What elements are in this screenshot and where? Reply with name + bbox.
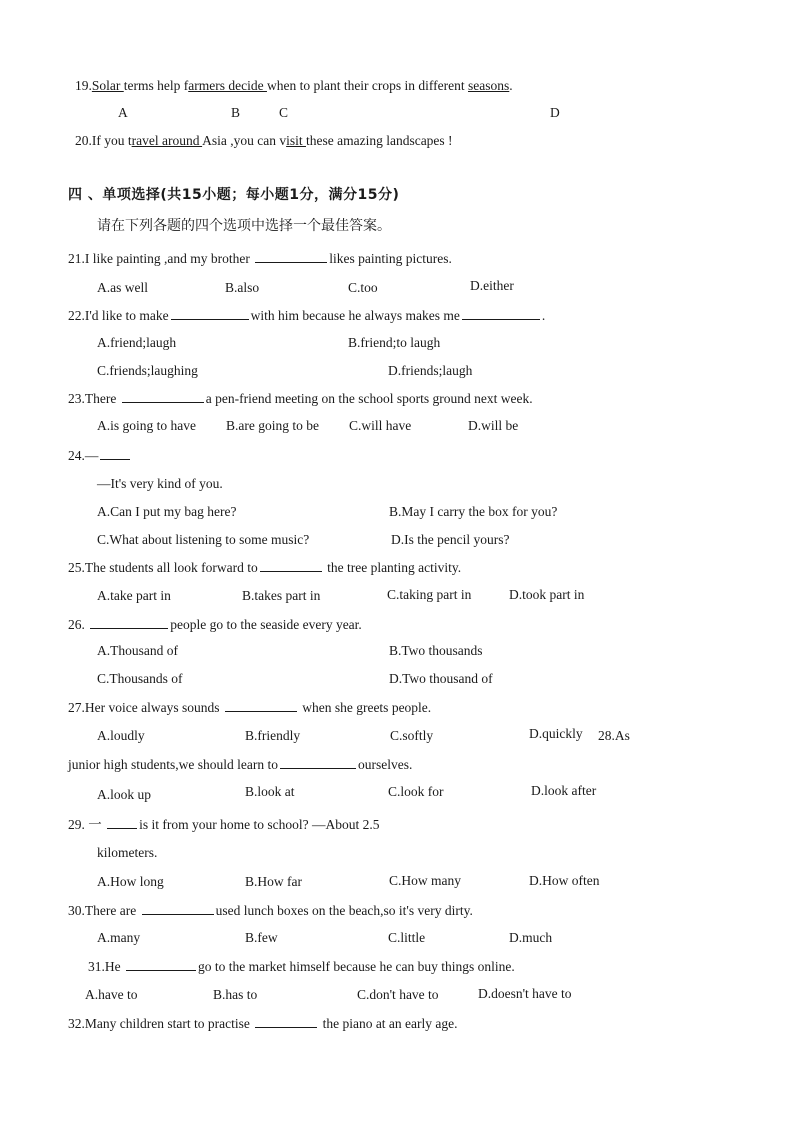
question-27: 27.Her voice always sounds when she greets people. bbox=[68, 700, 432, 715]
option-c: C.softly bbox=[390, 728, 434, 743]
dialogue-reply: —It's very kind of you. bbox=[97, 476, 223, 491]
question-28: junior high students,we should learn to ourselves. bbox=[68, 757, 413, 772]
underlined-solar: Solar bbox=[91, 78, 124, 93]
option-d: D.doesn't have to bbox=[478, 986, 572, 1001]
answer-blank bbox=[255, 1014, 317, 1028]
marker-a: A bbox=[118, 105, 128, 120]
question-28-number: 28.As bbox=[598, 728, 630, 743]
option-d: D.look after bbox=[531, 783, 597, 798]
answer-blank bbox=[462, 306, 540, 320]
option-d: D.quickly bbox=[529, 726, 583, 741]
option-c: C.look for bbox=[388, 784, 444, 799]
answer-blank bbox=[225, 698, 297, 712]
option-a: A.friend;laugh bbox=[97, 335, 177, 350]
option-c: C.What about listening to some music? bbox=[97, 532, 310, 547]
underlined-visit: isit bbox=[286, 133, 306, 148]
option-b: B.are going to be bbox=[226, 418, 319, 433]
option-d: D.much bbox=[509, 930, 553, 945]
question-24: 24.— bbox=[68, 446, 132, 465]
answer-blank bbox=[107, 815, 137, 829]
answer-blank bbox=[142, 901, 214, 915]
underlined-seasons: seasons bbox=[468, 78, 510, 93]
answer-blank bbox=[122, 389, 204, 403]
option-a: A.Thousand of bbox=[97, 643, 178, 658]
option-c: C.How many bbox=[389, 873, 461, 888]
option-c: C.too bbox=[348, 280, 378, 295]
answer-blank bbox=[255, 249, 327, 263]
answer-blank bbox=[126, 957, 196, 971]
option-a: A.take part in bbox=[97, 588, 171, 603]
marker-b: B bbox=[231, 105, 241, 120]
answer-blank bbox=[100, 446, 130, 460]
option-a: A.have to bbox=[85, 987, 138, 1002]
question-29-continued: kilometers. bbox=[97, 845, 158, 860]
option-b: B.friendly bbox=[245, 728, 301, 743]
question-22: 22.I'd like to make with him because he always makes me . bbox=[68, 308, 546, 323]
option-b: B.takes part in bbox=[242, 588, 321, 603]
question-31: 31.He go to the market himself because he can buy things online. bbox=[88, 959, 515, 974]
question-29: 29. 一 is it from your home to school? —About 2.5 bbox=[68, 817, 380, 832]
underlined-travel-around: ravel around bbox=[131, 133, 203, 148]
marker-c: C bbox=[279, 105, 289, 120]
option-a: A.How long bbox=[97, 874, 164, 889]
option-b: B.has to bbox=[213, 987, 258, 1002]
option-b: B.few bbox=[245, 930, 278, 945]
option-b: B.How far bbox=[245, 874, 302, 889]
question-25: 25.The students all look forward to the tree planting activity. bbox=[68, 560, 462, 575]
section-instruction: 请在下列各题的四个选项中选择一个最佳答案。 bbox=[97, 218, 391, 234]
section-heading: 四 、单项选择(共15小题；每小题1分，满分15分) bbox=[68, 187, 400, 203]
question-19: 19.Solar terms help farmers decide when to plant their crops in different seasons. bbox=[75, 78, 513, 93]
option-d: D.took part in bbox=[509, 587, 585, 602]
option-a: A.many bbox=[97, 930, 141, 945]
option-c: C.Thousands of bbox=[97, 671, 183, 686]
question-23: 23.There a pen-friend meeting on the school sports ground next week. bbox=[68, 391, 533, 406]
question-26: 26. people go to the seaside every year. bbox=[68, 617, 362, 632]
option-b: B.May I carry the box for you? bbox=[389, 504, 558, 519]
question-20: 20.If you travel around Asia ,you can visit these amazing landscapes ! bbox=[75, 133, 453, 148]
option-d: D.will be bbox=[468, 418, 519, 433]
option-b: B.look at bbox=[245, 784, 295, 799]
marker-d: D bbox=[550, 105, 560, 120]
option-a: A.is going to have bbox=[97, 418, 196, 433]
option-a: A.Can I put my bag here? bbox=[97, 504, 237, 519]
question-21: 21.I like painting ,and my brother likes painting pictures. bbox=[68, 251, 452, 266]
option-c: C.friends;laughing bbox=[97, 363, 198, 378]
option-b: B.also bbox=[225, 280, 260, 295]
option-b: B.friend;to laugh bbox=[348, 335, 441, 350]
answer-blank bbox=[260, 558, 322, 572]
option-c: C.little bbox=[388, 930, 426, 945]
option-d: D.friends;laugh bbox=[388, 363, 473, 378]
option-c: C.will have bbox=[349, 418, 412, 433]
answer-blank bbox=[280, 755, 356, 769]
option-a: A.loudly bbox=[97, 728, 145, 743]
option-d: D.Is the pencil yours? bbox=[391, 532, 510, 547]
option-c: C.taking part in bbox=[387, 587, 472, 602]
option-d: D.either bbox=[470, 278, 514, 293]
option-a: A.as well bbox=[97, 280, 148, 295]
option-d: D.How often bbox=[529, 873, 600, 888]
question-30: 30.There are used lunch boxes on the beach,so it's very dirty. bbox=[68, 903, 473, 918]
answer-blank bbox=[171, 306, 249, 320]
option-d: D.Two thousand of bbox=[389, 671, 493, 686]
option-b: B.Two thousands bbox=[389, 643, 483, 658]
answer-blank bbox=[90, 615, 168, 629]
option-c: C.don't have to bbox=[357, 987, 439, 1002]
option-a: A.look up bbox=[97, 787, 151, 802]
question-32: 32.Many children start to practise the piano at an early age. bbox=[68, 1016, 458, 1031]
underlined-farmers-decide: armers decide bbox=[188, 78, 267, 93]
